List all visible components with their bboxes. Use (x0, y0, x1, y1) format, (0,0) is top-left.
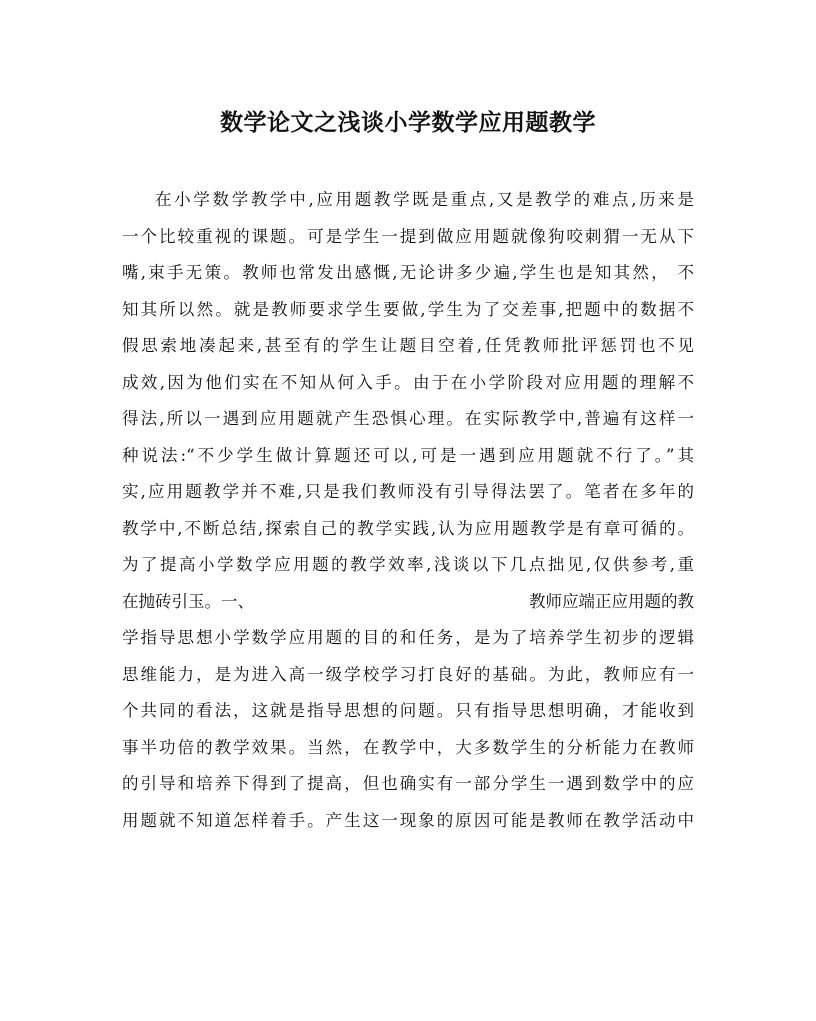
text-line: 知其所以然。就是教师要求学生要做,学生为了交差事,把题中的数据不 (122, 299, 694, 319)
text-line: 个共同的看法，这就是指导思想的问题。只有指导思想明确，才能收到 (122, 701, 694, 720)
section-lead-text: 在抛砖引玉。一、 (122, 591, 254, 611)
text-line: 成效,因为他们实在不知从何入手。由于在小学阶段对应用题的理解不 (122, 372, 694, 392)
text-line: 为了提高小学数学应用题的教学效率,浅谈以下几点拙见,仅供参考,重 (122, 555, 694, 574)
document-body (122, 182, 694, 839)
text-line-split (122, 584, 694, 621)
text-line: 假思索地凑起来,甚至有的学生让题目空着,任凭教师批评惩罚也不见 (122, 336, 694, 355)
text-line: 种说法:“不少学生做计算题还可以,可是一遇到应用题就不行了。”其 (122, 445, 694, 465)
text-line: 教学中,不断总结,探索自己的教学实践,认为应用题教学是有章可循的。 (122, 518, 694, 538)
text-line: 在小学数学教学中,应用题教学既是重点,又是教学的难点,历来是 (155, 190, 694, 209)
text-line: 得法,所以一遇到应用题就产生恐惧心理。在实际教学中,普遍有这样一 (122, 409, 694, 428)
text-line: 事半功倍的教学效果。当然，在教学中，大多数学生的分析能力在教师 (122, 737, 694, 757)
text-line: 思维能力，是为进入高一级学校学习打良好的基础。为此，教师应有一 (122, 664, 694, 684)
document-title: 数学论文之浅谈小学数学应用题教学 (220, 109, 596, 136)
text-line: 用题就不知道怎样着手。产生这一现象的原因可能是教师在教学活动中 (122, 810, 694, 830)
section-heading-text: 教师应端正应用题的教 (529, 591, 694, 611)
text-line: 一个比较重视的课题。可是学生一提到做应用题就像狗咬刺猬一无从下 (122, 226, 694, 246)
text-line: 的引导和培养下得到了提高，但也确实有一部分学生一遇到数学中的应 (122, 774, 694, 793)
text-line: 学指导思想小学数学应用题的目的和任务，是为了培养学生初步的逻辑 (122, 628, 694, 647)
text-line: 嘴,束手无策。教师也常发出感慨,无论讲多少遍,学生也是知其然， 不 (122, 263, 694, 282)
text-line: 实,应用题教学并不难,只是我们教师没有引导得法罢了。笔者在多年的 (122, 482, 694, 501)
